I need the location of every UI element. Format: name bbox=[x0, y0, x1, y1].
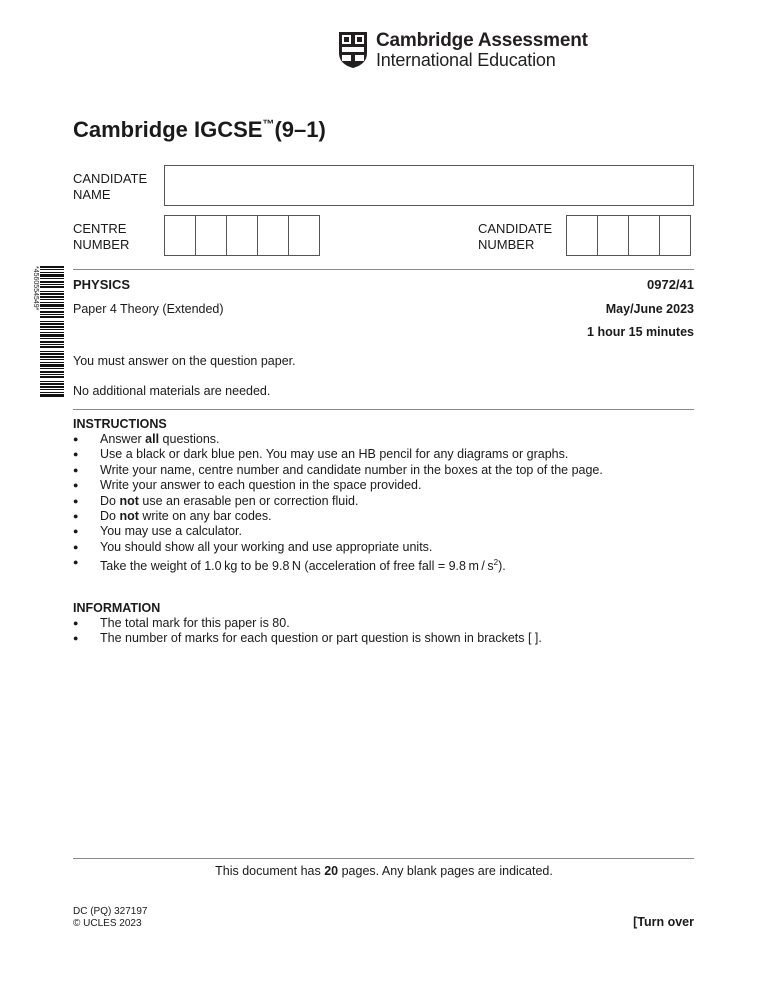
barcode-bar bbox=[40, 386, 64, 388]
barcode-bar bbox=[40, 389, 64, 390]
list-item: ● Take the weight of 1.0 kg to be 9.8 N (acceleration of free fall = 9.8 m / $s^2$). bbox=[73, 555, 603, 575]
centre-number-cell[interactable] bbox=[226, 215, 258, 256]
paper-title: Paper 4 Theory (Extended) bbox=[73, 302, 224, 316]
list-item: ● Use a black or dark blue pen. You may use an HB pencil for any diagrams or graphs. bbox=[73, 447, 603, 462]
barcode-bar bbox=[40, 381, 64, 382]
divider bbox=[73, 409, 694, 410]
candidate-number-cell[interactable] bbox=[566, 215, 598, 256]
barcode-bar bbox=[40, 341, 64, 343]
barcode-bar bbox=[40, 323, 64, 325]
centre-number-label-line-1: CENTRE bbox=[73, 221, 127, 236]
list-item: ● You may use a calculator. bbox=[73, 524, 603, 539]
barcode-bar bbox=[40, 326, 64, 328]
barcode-bar bbox=[40, 321, 64, 322]
list-item: ● Answer all questions. bbox=[73, 432, 603, 447]
list-item: ● The total mark for this paper is 80. bbox=[73, 616, 542, 631]
cambridge-logo bbox=[338, 30, 588, 72]
candidate-number-boxes bbox=[566, 215, 690, 256]
exam-session: May/June 2023 bbox=[605, 302, 694, 316]
list-item: ● Write your answer to each question in the space provided. bbox=[73, 478, 603, 493]
candidate-number-cell[interactable] bbox=[659, 215, 691, 256]
logo-line-2: International Education bbox=[376, 50, 556, 70]
divider bbox=[73, 269, 694, 270]
barcode-bar bbox=[40, 316, 64, 318]
barcode-bar bbox=[40, 311, 64, 313]
list-item: ● Do not write on any bar codes. bbox=[73, 509, 603, 524]
barcode-bar bbox=[40, 394, 64, 397]
barcode-bar bbox=[40, 359, 64, 360]
candidate-name-box[interactable] bbox=[164, 165, 694, 206]
barcode-bar bbox=[40, 296, 64, 298]
barcode-bar bbox=[40, 338, 64, 339]
barcode-bar bbox=[40, 284, 64, 285]
list-item: ● Write your name, centre number and candidate number in the boxes at the top of the page. bbox=[73, 463, 603, 478]
barcode-bar bbox=[40, 392, 64, 393]
barcode-bar bbox=[40, 351, 64, 352]
barcode bbox=[30, 264, 66, 398]
centre-number-boxes bbox=[164, 215, 319, 256]
barcode-bar bbox=[40, 281, 64, 283]
barcode-bar bbox=[40, 362, 64, 363]
candidate-name-label bbox=[73, 171, 147, 203]
materials-note: No additional materials are needed. bbox=[73, 384, 271, 398]
qualification-title bbox=[73, 117, 326, 143]
turn-over-label: [Turn over bbox=[633, 915, 694, 929]
centre-number-cell[interactable] bbox=[195, 215, 227, 256]
barcode-bar bbox=[40, 371, 64, 373]
barcode-bar bbox=[40, 374, 64, 375]
qualification-grade: (9–1) bbox=[274, 117, 326, 142]
logo-line-1: Cambridge Assessment bbox=[376, 30, 588, 51]
candidate-name-label-line-1: CANDIDATE bbox=[73, 171, 148, 186]
candidate-number-cell[interactable] bbox=[597, 215, 629, 256]
barcode-digits: *4560554549* bbox=[32, 266, 39, 311]
document-reference bbox=[73, 906, 147, 930]
list-item: ● Do not use an erasable pen or correction fluid. bbox=[73, 494, 603, 509]
barcode-bar bbox=[40, 376, 64, 378]
barcode-bar bbox=[40, 291, 64, 292]
barcode-bar bbox=[40, 332, 64, 333]
divider bbox=[73, 858, 694, 859]
page-count-note: This document has 20 pages. Any blank pages are indicated. bbox=[215, 864, 553, 878]
barcode-bar bbox=[40, 266, 64, 268]
answer-note: You must answer on the question paper. bbox=[73, 354, 296, 368]
qualification-name: Cambridge IGCSE bbox=[73, 117, 263, 142]
trademark-mark: ™ bbox=[262, 117, 275, 131]
centre-number-cell[interactable] bbox=[164, 215, 196, 256]
centre-number-cell[interactable] bbox=[288, 215, 320, 256]
document-code: DC (PQ) 327197 bbox=[73, 906, 148, 917]
barcode-bar bbox=[40, 272, 64, 273]
copyright-notice: © UCLES 2023 bbox=[73, 918, 142, 929]
barcode-bar bbox=[40, 329, 64, 330]
barcode-bar bbox=[40, 299, 64, 300]
barcode-bar bbox=[40, 334, 64, 337]
barcode-bar bbox=[40, 293, 64, 295]
barcode-bar bbox=[40, 308, 64, 309]
centre-number-label bbox=[73, 221, 129, 253]
candidate-number-cell[interactable] bbox=[628, 215, 660, 256]
candidate-number-label-line-2: NUMBER bbox=[478, 237, 535, 252]
exam-duration: 1 hour 15 minutes bbox=[587, 325, 694, 339]
barcode-bar bbox=[40, 302, 64, 303]
centre-number-cell[interactable] bbox=[257, 215, 289, 256]
barcode-bar bbox=[40, 364, 64, 367]
candidate-number-label bbox=[478, 221, 552, 253]
barcode-bar bbox=[40, 368, 64, 369]
candidate-number-label-line-1: CANDIDATE bbox=[478, 221, 553, 236]
barcode-bar bbox=[40, 356, 64, 358]
information-list bbox=[73, 616, 542, 647]
barcode-bar bbox=[40, 346, 64, 348]
list-item: ● You should show all your working and use appropriate units. bbox=[73, 540, 603, 555]
barcode-bar bbox=[40, 383, 64, 385]
barcode-bar bbox=[40, 344, 64, 345]
list-item: ● The number of marks for each question or part question is shown in brackets [ ]. bbox=[73, 631, 542, 646]
instructions-heading: INSTRUCTIONS bbox=[73, 417, 167, 431]
candidate-name-label-line-2: NAME bbox=[73, 187, 111, 202]
centre-number-label-line-2: NUMBER bbox=[73, 237, 130, 252]
barcode-bar bbox=[40, 286, 64, 288]
information-heading: INFORMATION bbox=[73, 601, 161, 615]
barcode-bar bbox=[40, 274, 64, 277]
barcode-bar bbox=[40, 278, 64, 279]
syllabus-code: 0972/41 bbox=[647, 277, 694, 292]
instructions-list bbox=[73, 432, 603, 575]
barcode-bar bbox=[40, 269, 64, 270]
crest-icon bbox=[338, 31, 368, 69]
barcode-bar bbox=[40, 304, 64, 307]
barcode-bar bbox=[40, 314, 64, 315]
barcode-bar bbox=[40, 353, 64, 355]
subject-name: PHYSICS bbox=[73, 277, 131, 292]
